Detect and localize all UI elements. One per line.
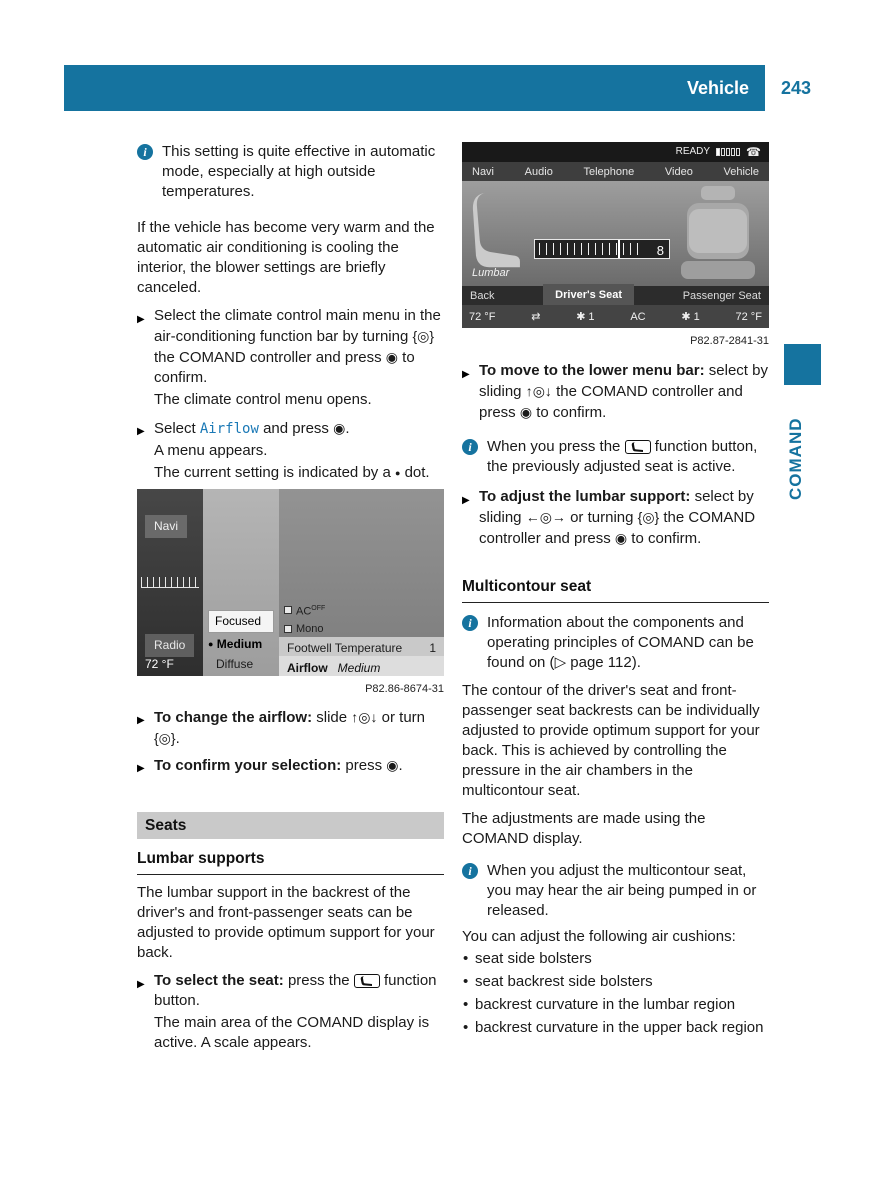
vent-icon: ⇄ <box>531 310 541 323</box>
page-reference: ▷ page 112 <box>554 654 632 671</box>
airflow-code-label: Airflow <box>199 421 259 437</box>
step-result: The climate control menu opens. <box>154 391 372 408</box>
figure-seat-screenshot <box>462 142 769 351</box>
menu-item-video: Video <box>664 165 693 178</box>
screen-radio-label: Radio <box>145 634 194 657</box>
slide-horizontal-controller-icon: ←◎→ <box>525 509 566 525</box>
lower-menu-drivers-seat: Driver's Seat <box>543 284 634 307</box>
ready-status: READY <box>675 146 711 157</box>
step-arrow-icon: ▶ <box>137 763 145 774</box>
step-segment: to confirm. <box>154 349 415 386</box>
step-arrow-icon: ▶ <box>137 715 145 726</box>
turn-controller-icon: {◎} <box>637 509 660 525</box>
info-icon: i <box>462 439 478 455</box>
press-controller-icon: ◉ <box>519 404 533 420</box>
step-segment: Select <box>154 420 196 437</box>
screen-main-area <box>462 181 769 286</box>
turn-controller-icon: {◎} <box>154 730 176 746</box>
figure-caption: P82.86-8674-31 <box>365 683 444 695</box>
section-title: Vehicle <box>686 78 749 98</box>
step-segment: dot. <box>404 464 430 481</box>
step-select-airflow <box>137 418 444 483</box>
list-item: • backrest curvature in the lumbar region <box>462 995 769 1015</box>
info-icon: i <box>462 615 478 631</box>
checkbox-label-text: AC <box>296 605 312 618</box>
subheading-multicontour-seat: Multicontour seat <box>462 577 769 603</box>
info-text <box>487 437 769 477</box>
step-arrow-icon: ▶ <box>462 495 470 506</box>
figure-caption: P82.87-2841-31 <box>690 335 769 347</box>
list-item: • backrest curvature in the upper back region <box>462 1018 769 1038</box>
step-text <box>154 755 444 776</box>
step-segment: function button. <box>154 972 437 1009</box>
seat-function-button-icon <box>625 440 651 454</box>
turn-controller-icon: {◎} <box>412 328 435 344</box>
seat-heating-left <box>576 307 594 327</box>
screen-main-menu-bar <box>462 162 769 181</box>
step-segment: the COMAND controller and press <box>479 383 743 421</box>
slide-vertical-controller-icon: ↑◎↓ <box>525 383 552 399</box>
figure-climate-screenshot <box>137 489 444 699</box>
info-note <box>137 142 444 202</box>
step-select-seat <box>137 971 444 1053</box>
press-controller-icon: ◉ <box>333 420 346 436</box>
ac-label: AC <box>630 310 646 323</box>
step-segment: . <box>175 730 180 747</box>
screen-airflow-row <box>279 656 444 676</box>
step-segment: to confirm. <box>631 530 702 547</box>
press-controller-icon: ◉ <box>386 757 399 773</box>
step-lead: To confirm your selection: <box>154 757 342 774</box>
scale-cursor <box>618 240 620 258</box>
screen-lower-menu-bar <box>462 286 769 305</box>
phone-icon: ☎ <box>746 145 761 159</box>
chapter-tab-label: COMAND <box>786 417 805 500</box>
step-text <box>154 306 444 388</box>
air-cushion-list <box>462 949 769 1038</box>
step-change-airflow <box>137 707 444 749</box>
info-icon: i <box>137 144 153 160</box>
screen-checkbox-mono <box>284 619 324 639</box>
info-text: This setting is quite effective in automatic mode, especially at high outside temperatures. <box>162 143 436 200</box>
seat-glyph <box>631 442 645 453</box>
chapter-tab-marker <box>784 344 821 385</box>
step-segment: Select the climate control main menu in the air-conditioning function bar by turning <box>154 307 441 345</box>
info-note <box>462 437 769 477</box>
selection-dot-icon: ● <box>208 639 214 649</box>
scale-ticks <box>539 243 643 255</box>
screen-menu-item-medium-selected <box>208 634 262 654</box>
section-heading-seats: Seats <box>137 812 444 839</box>
paragraph: The lumbar support in the backrest of the driver's and front-passenger seats can be adjusted to provide optimum support for your back. <box>137 884 435 961</box>
screen-temperature: 72 °F <box>145 657 174 671</box>
info-segment: When you press the <box>487 438 621 455</box>
press-controller-icon: ◉ <box>614 530 628 546</box>
screen-navi-label: Navi <box>145 515 187 538</box>
step-lead: To change the airflow: <box>154 709 313 726</box>
selection-dot-icon: ● <box>394 468 401 478</box>
step-segment: or turn <box>381 709 426 726</box>
page-header-bar <box>64 65 765 111</box>
step-segment: press <box>345 757 383 774</box>
footwell-value: 1 <box>429 641 436 655</box>
scale-value: 8 <box>656 243 664 258</box>
info-segment: ). <box>631 654 641 671</box>
airflow-label: Airflow <box>287 661 328 675</box>
step-select-climate-menu <box>137 306 444 410</box>
lumbar-label: Lumbar <box>472 267 510 279</box>
paragraph: The adjustments are made using the COMAND display. <box>462 810 706 847</box>
lower-menu-back: Back <box>470 289 495 302</box>
step-segment: press the <box>287 972 350 989</box>
info-note <box>462 861 769 921</box>
checkbox-icon <box>284 625 292 633</box>
step-move-lower-menu <box>462 361 769 423</box>
info-segment: Information about the components and operating principles of COMAND can be found on ( <box>487 614 754 671</box>
step-segment: and press <box>263 420 329 437</box>
screen-menu-item-focused: Focused <box>208 610 274 633</box>
step-segment: to confirm. <box>536 404 607 421</box>
screen-status-bar <box>462 142 769 162</box>
menu-item-audio: Audio <box>524 165 553 178</box>
info-text: When you adjust the multicontour seat, you may hear the air being pumped in or released. <box>487 862 757 919</box>
step-arrow-icon: ▶ <box>137 426 145 437</box>
temp-left: 72 °F <box>469 310 496 323</box>
step-segment: slide <box>316 709 348 726</box>
info-note <box>462 613 769 673</box>
right-column <box>462 142 769 1041</box>
lumbar-adjustment-scale <box>534 239 670 259</box>
menu-item-vehicle: Vehicle <box>723 165 759 178</box>
battery-icon <box>716 148 740 156</box>
left-column <box>137 142 444 1053</box>
info-segment: function button, the previously adjusted seat is active. <box>487 438 758 475</box>
step-lead: To move to the lower menu bar: <box>479 362 705 379</box>
seat-heat-icon: ✱ <box>681 310 691 323</box>
page-number: 243 <box>781 78 812 98</box>
seat-glyph <box>360 976 374 987</box>
seat-heat-icon: ✱ <box>576 310 586 323</box>
subheading-lumbar-supports: Lumbar supports <box>137 849 444 875</box>
step-arrow-icon: ▶ <box>137 979 145 990</box>
comand-climate-screenshot <box>137 489 444 676</box>
menu-item-navi: Navi <box>472 165 495 178</box>
step-text <box>479 487 769 549</box>
temp-right: 72 °F <box>735 310 762 323</box>
checkbox-icon <box>284 606 292 614</box>
airflow-value: Medium <box>337 661 381 675</box>
step-segment: . <box>398 757 403 774</box>
step-segment: select by sliding <box>479 488 754 526</box>
step-adjust-lumbar <box>462 487 769 549</box>
lower-menu-passenger-seat: Passenger Seat <box>682 289 761 302</box>
step-lead: To adjust the lumbar support: <box>479 488 691 505</box>
step-segment: or turning <box>570 509 634 526</box>
step-arrow-icon: ▶ <box>462 369 470 380</box>
menu-item-label: Medium <box>216 637 263 651</box>
seat-side-silhouette <box>468 187 526 273</box>
screen-temp-scale <box>141 577 199 588</box>
press-controller-icon: ◉ <box>385 349 398 365</box>
step-arrow-icon: ▶ <box>137 314 145 325</box>
info-text <box>487 613 769 673</box>
step-segment: . <box>345 420 350 437</box>
menu-item-telephone: Telephone <box>583 165 635 178</box>
step-segment: select by sliding <box>479 362 768 400</box>
step-text <box>154 418 444 439</box>
step-segment: the COMAND controller and press <box>154 349 382 366</box>
slide-vertical-controller-icon: ↑◎↓ <box>351 709 378 725</box>
step-text <box>154 707 444 749</box>
paragraph: The contour of the driver's seat and front-passenger seat backrests can be individually adjusted to provide optimum support for your back. This is achieved by controlling the pressure in the air chambers in the multicontour seat. <box>462 682 760 799</box>
step-result: The main area of the COMAND display is active. A scale appears. <box>154 1014 430 1051</box>
paragraph: If the vehicle has become very warm and the automatic air conditioning is cooling the interior, the blower settings are briefly canceled. <box>137 219 435 296</box>
step-segment: The current setting is indicated by a <box>154 464 391 481</box>
info-icon: i <box>462 863 478 879</box>
comand-seat-screenshot <box>462 142 769 328</box>
seat-function-button-icon <box>354 974 380 988</box>
checkbox-label: Mono <box>296 623 324 635</box>
checkbox-label-sup: OFF <box>311 605 326 612</box>
screen-footwell-row <box>279 637 444 656</box>
paragraph: You can adjust the following air cushions: <box>462 928 736 945</box>
step-text <box>479 361 769 423</box>
step-lead: To select the seat: <box>154 972 284 989</box>
step-confirm-selection <box>137 755 444 776</box>
list-item: • seat side bolsters <box>462 949 769 969</box>
seat-heat-level: 1 <box>588 310 595 323</box>
seat-heating-right <box>681 307 699 327</box>
seat-heat-level: 1 <box>693 310 700 323</box>
footwell-label: Footwell Temperature <box>287 641 403 655</box>
step-text <box>154 971 444 1011</box>
seat-front-image <box>675 183 761 283</box>
list-item: • seat backrest side bolsters <box>462 972 769 992</box>
screen-climate-bar <box>462 305 769 328</box>
step-result <box>154 463 444 483</box>
step-result: A menu appears. <box>154 442 268 459</box>
screen-menu-item-diffuse: Diffuse <box>216 657 254 671</box>
step-segment: the COMAND controller and press <box>479 509 756 547</box>
